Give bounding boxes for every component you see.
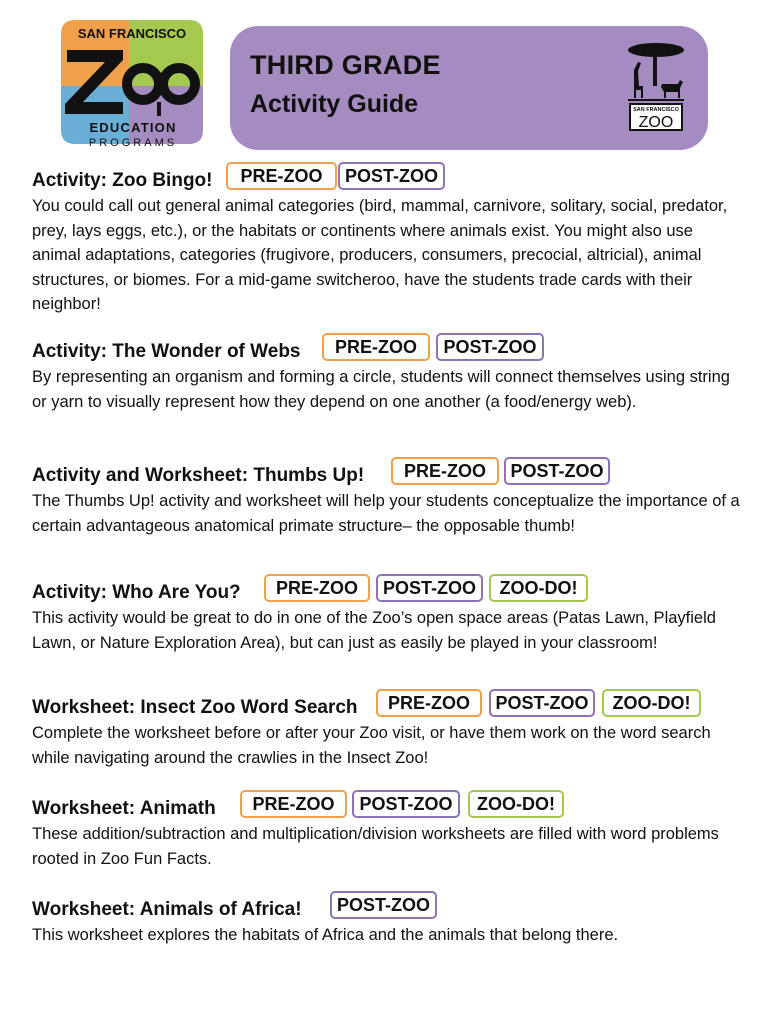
banner-title-line1: THIRD GRADE <box>250 50 441 80</box>
logo-line1: EDUCATION <box>89 120 177 135</box>
post-zoo-badge: POST-ZOO <box>436 333 544 361</box>
pre-zoo-badge: PRE-ZOO <box>264 574 370 602</box>
section-description: You could call out general animal categories (bird, mammal, carnivore, solitary, social, predator, prey, lays eggs, etc.), or the habitats or continents where animals exist. You might also use animal adaptations, categories (frugivore, producers, consumers, precocial, altricial), animal structures, or biomes. For a mid-game switcheroo, have the students trade cards with their neighbor! <box>32 197 728 313</box>
section-description: This activity would be great to do in one of the Zoo’s open space areas (Patas Lawn, Playfield Lawn, or Nature Exploration Area), but can just as easily be played in your classroom! <box>32 609 716 652</box>
pre-zoo-badge: PRE-ZOO <box>391 457 499 485</box>
section-description: Complete the worksheet before or after your Zoo visit, or have them work on the word search while navigating around the crawlies in the Insect Zoo! <box>32 724 711 767</box>
post-zoo-badge: POST-ZOO <box>352 790 460 818</box>
section-description: The Thumbs Up! activity and worksheet will help your students conceptualize the importance of a certain advantageous anatomical primate structure– the opposable thumb! <box>32 492 740 535</box>
activity-section <box>32 790 744 871</box>
activity-section <box>32 574 744 655</box>
activity-section <box>32 333 744 414</box>
section-title: Activity: Zoo Bingo! <box>32 170 213 191</box>
post-zoo-badge: POST-ZOO <box>376 574 483 602</box>
logo-top-text: SAN FRANCISCO <box>77 26 187 41</box>
post-zoo-badge: POST-ZOO <box>504 457 610 485</box>
sf-zoo-education-logo <box>61 14 203 154</box>
pre-zoo-badge: PRE-ZOO <box>240 790 347 818</box>
sf-zoo-tree-giraffe-icon <box>626 40 686 132</box>
section-header <box>32 162 744 192</box>
section-description: By representing an organism and forming a circle, students will connect themselves using string or yarn to visually represent how they depend on one another (a food/energy web). <box>32 368 730 411</box>
section-title: Worksheet: Insect Zoo Word Search <box>32 697 358 718</box>
title-banner <box>230 26 708 150</box>
pre-zoo-badge: PRE-ZOO <box>322 333 430 361</box>
svg-text:ZOO: ZOO <box>638 114 674 131</box>
section-title: Activity: Who Are You? <box>32 582 241 603</box>
section-description: This worksheet explores the habitats of Africa and the animals that belong there. <box>32 926 619 944</box>
pre-zoo-badge: PRE-ZOO <box>226 162 337 190</box>
do-zoo-badge: ZOO-DO! <box>468 790 564 818</box>
post-zoo-badge: POST-ZOO <box>330 891 437 919</box>
section-header <box>32 891 744 921</box>
activity-section <box>32 689 744 770</box>
section-title: Worksheet: Animath <box>32 798 216 819</box>
do-zoo-badge: ZOO-DO! <box>602 689 701 717</box>
section-header <box>32 457 744 487</box>
post-zoo-badge: POST-ZOO <box>338 162 445 190</box>
section-description: These addition/subtraction and multiplication/division worksheets are filled with word problems rooted in Zoo Fun Facts. <box>32 825 719 868</box>
pre-zoo-badge: PRE-ZOO <box>376 689 482 717</box>
section-title: Worksheet: Animals of Africa! <box>32 899 302 920</box>
logo-line2: PROGRAMS <box>88 137 178 149</box>
section-header <box>32 333 744 363</box>
section-title: Activity: The Wonder of Webs <box>32 341 301 362</box>
section-title: Activity and Worksheet: Thumbs Up! <box>32 465 365 486</box>
activity-section <box>32 891 744 948</box>
section-header <box>32 574 744 604</box>
svg-text:SAN FRANCISCO: SAN FRANCISCO <box>633 107 679 113</box>
section-header <box>32 689 744 719</box>
post-zoo-badge: POST-ZOO <box>489 689 595 717</box>
section-header <box>32 790 744 820</box>
activity-section <box>32 457 744 538</box>
activity-section <box>32 162 744 317</box>
banner-title-line2: Activity Guide <box>250 90 419 118</box>
do-zoo-badge: ZOO-DO! <box>489 574 588 602</box>
